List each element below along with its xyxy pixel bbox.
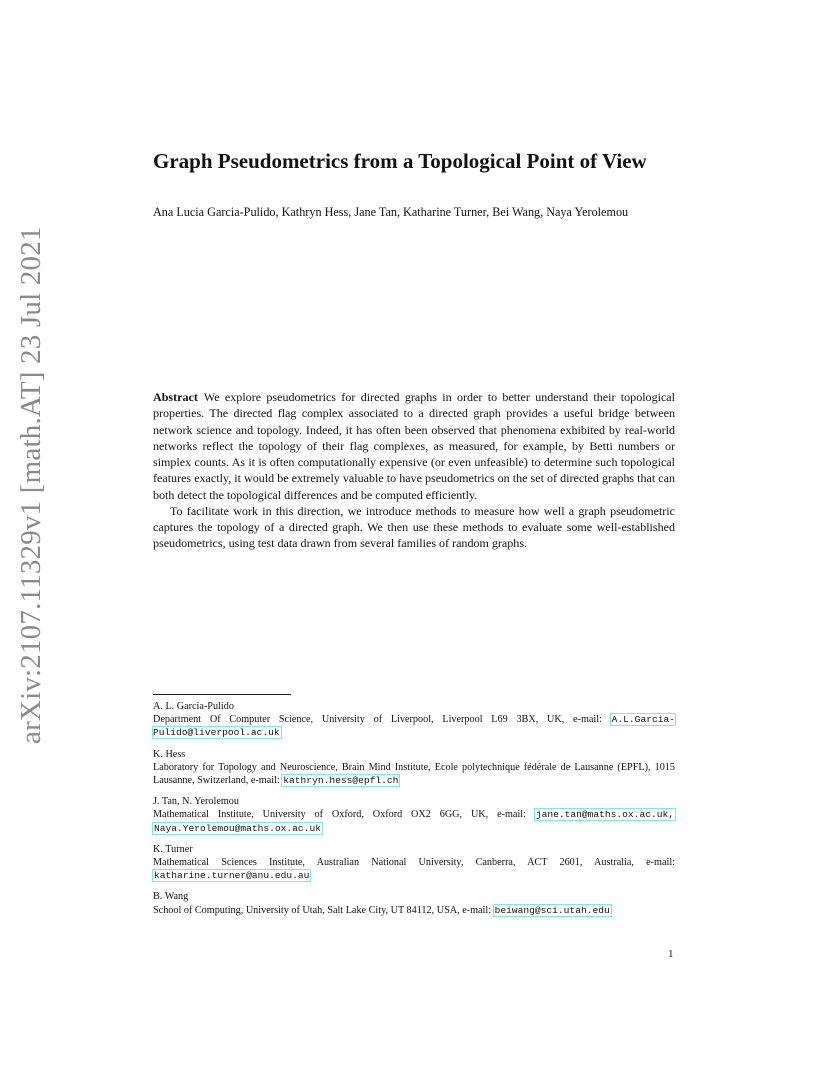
- footnote-garcia-pulido: [153, 700, 675, 740]
- footnote-turner: [153, 843, 675, 883]
- abstract-paragraph-2: To facilitate work in this direction, we introduce methods to measure how well a graph pseudometric captures the topology of a directed graph. We then use these methods to evaluate some well-established pseudometrics, using test data drawn from several families of random graphs.: [153, 503, 675, 551]
- footnote-author-name: K. Hess: [153, 748, 186, 760]
- footnote-author-name: B. Wang: [153, 891, 189, 903]
- footnote-wang: [153, 890, 675, 916]
- abstract: [153, 389, 675, 552]
- email-link[interactable]: katharine.turner@anu.edu.au: [154, 870, 310, 882]
- email-link[interactable]: jane.tan@maths.ox.ac.uk,: [535, 809, 674, 821]
- abstract-text-1: We explore pseudometrics for directed graphs in order to better understand their topological properties. The directed flag complex associated to a directed graph provides a useful bridge between network science and topology. Indeed, it has often been observed that phenomena exhibited by real-world networks reflect the topology of their flag complexes, as measured, for example, by Betti numbers or simplex counts. As it is often computationally expensive (or even unfeasible) to determine such topological features exactly, it would be extremely valuable to have pseudometrics on the set of directed graphs that can both detect the topological differences and be computed efficiently.: [153, 390, 675, 502]
- footnote-affiliation: Mathematical Institute, University of Oxford, Oxford OX2 6GG, UK, e-mail: jane.tan@maths.ox.ac.uk, Naya.Yerolemou@maths.ox.ac.uk: [153, 809, 674, 834]
- footnote-affiliation: Department Of Computer Science, University of Liverpool, Liverpool L69 3BX, UK, e-mail: A.L.Garcia-Pulido@liverpool.ac.uk: [153, 714, 675, 739]
- arxiv-identifier: arXiv:2107.11329v1 [math.AT] 23 Jul 2021: [15, 226, 47, 744]
- page-number: 1: [668, 948, 674, 960]
- affiliation-footnotes: [153, 700, 675, 925]
- email-link[interactable]: A.L.Garcia-Pulido@liverpool.ac.uk: [153, 714, 675, 739]
- footnote-author-name: J. Tan, N. Yerolemou: [153, 796, 239, 808]
- email-link[interactable]: Naya.Yerolemou@maths.ox.ac.uk: [154, 822, 321, 834]
- footnote-affiliation: Laboratory for Topology and Neuroscience, Brain Mind Institute, Ecole polytechnique fédérale de Lausanne (EPFL), 1015 Lausanne, Switzerland, e-mail: kathryn.hess@epfl.ch: [153, 761, 675, 787]
- abstract-paragraph-1: [153, 389, 675, 503]
- email-link[interactable]: beiwang@sci.utah.edu: [494, 904, 610, 916]
- footnote-author-name: K. Turner: [153, 843, 193, 855]
- footnote-author-name: A. L. García-Pulido: [153, 701, 234, 712]
- email-link[interactable]: kathryn.hess@epfl.ch: [283, 775, 399, 787]
- footnote-affiliation: School of Computing, University of Utah, Salt Lake City, UT 84112, USA, e-mail: beiwang@sci.utah.edu: [153, 904, 610, 916]
- footnote-tan-yerolemou: [153, 795, 675, 835]
- footnote-affiliation: Mathematical Sciences Institute, Australian National University, Canberra, ACT 2601, Australia, e-mail: katharine.turner@anu.edu.au: [153, 857, 675, 882]
- footnote-hess: [153, 748, 675, 788]
- abstract-label: Abstract: [153, 390, 198, 404]
- author-list: Ana Lucia Garcia-Pulido, Kathryn Hess, Jane Tan, Katharine Turner, Bei Wang, Naya Yerolemou: [153, 205, 629, 219]
- paper-title: Graph Pseudometrics from a Topological Point of View: [153, 149, 647, 173]
- footnote-divider: [153, 694, 291, 695]
